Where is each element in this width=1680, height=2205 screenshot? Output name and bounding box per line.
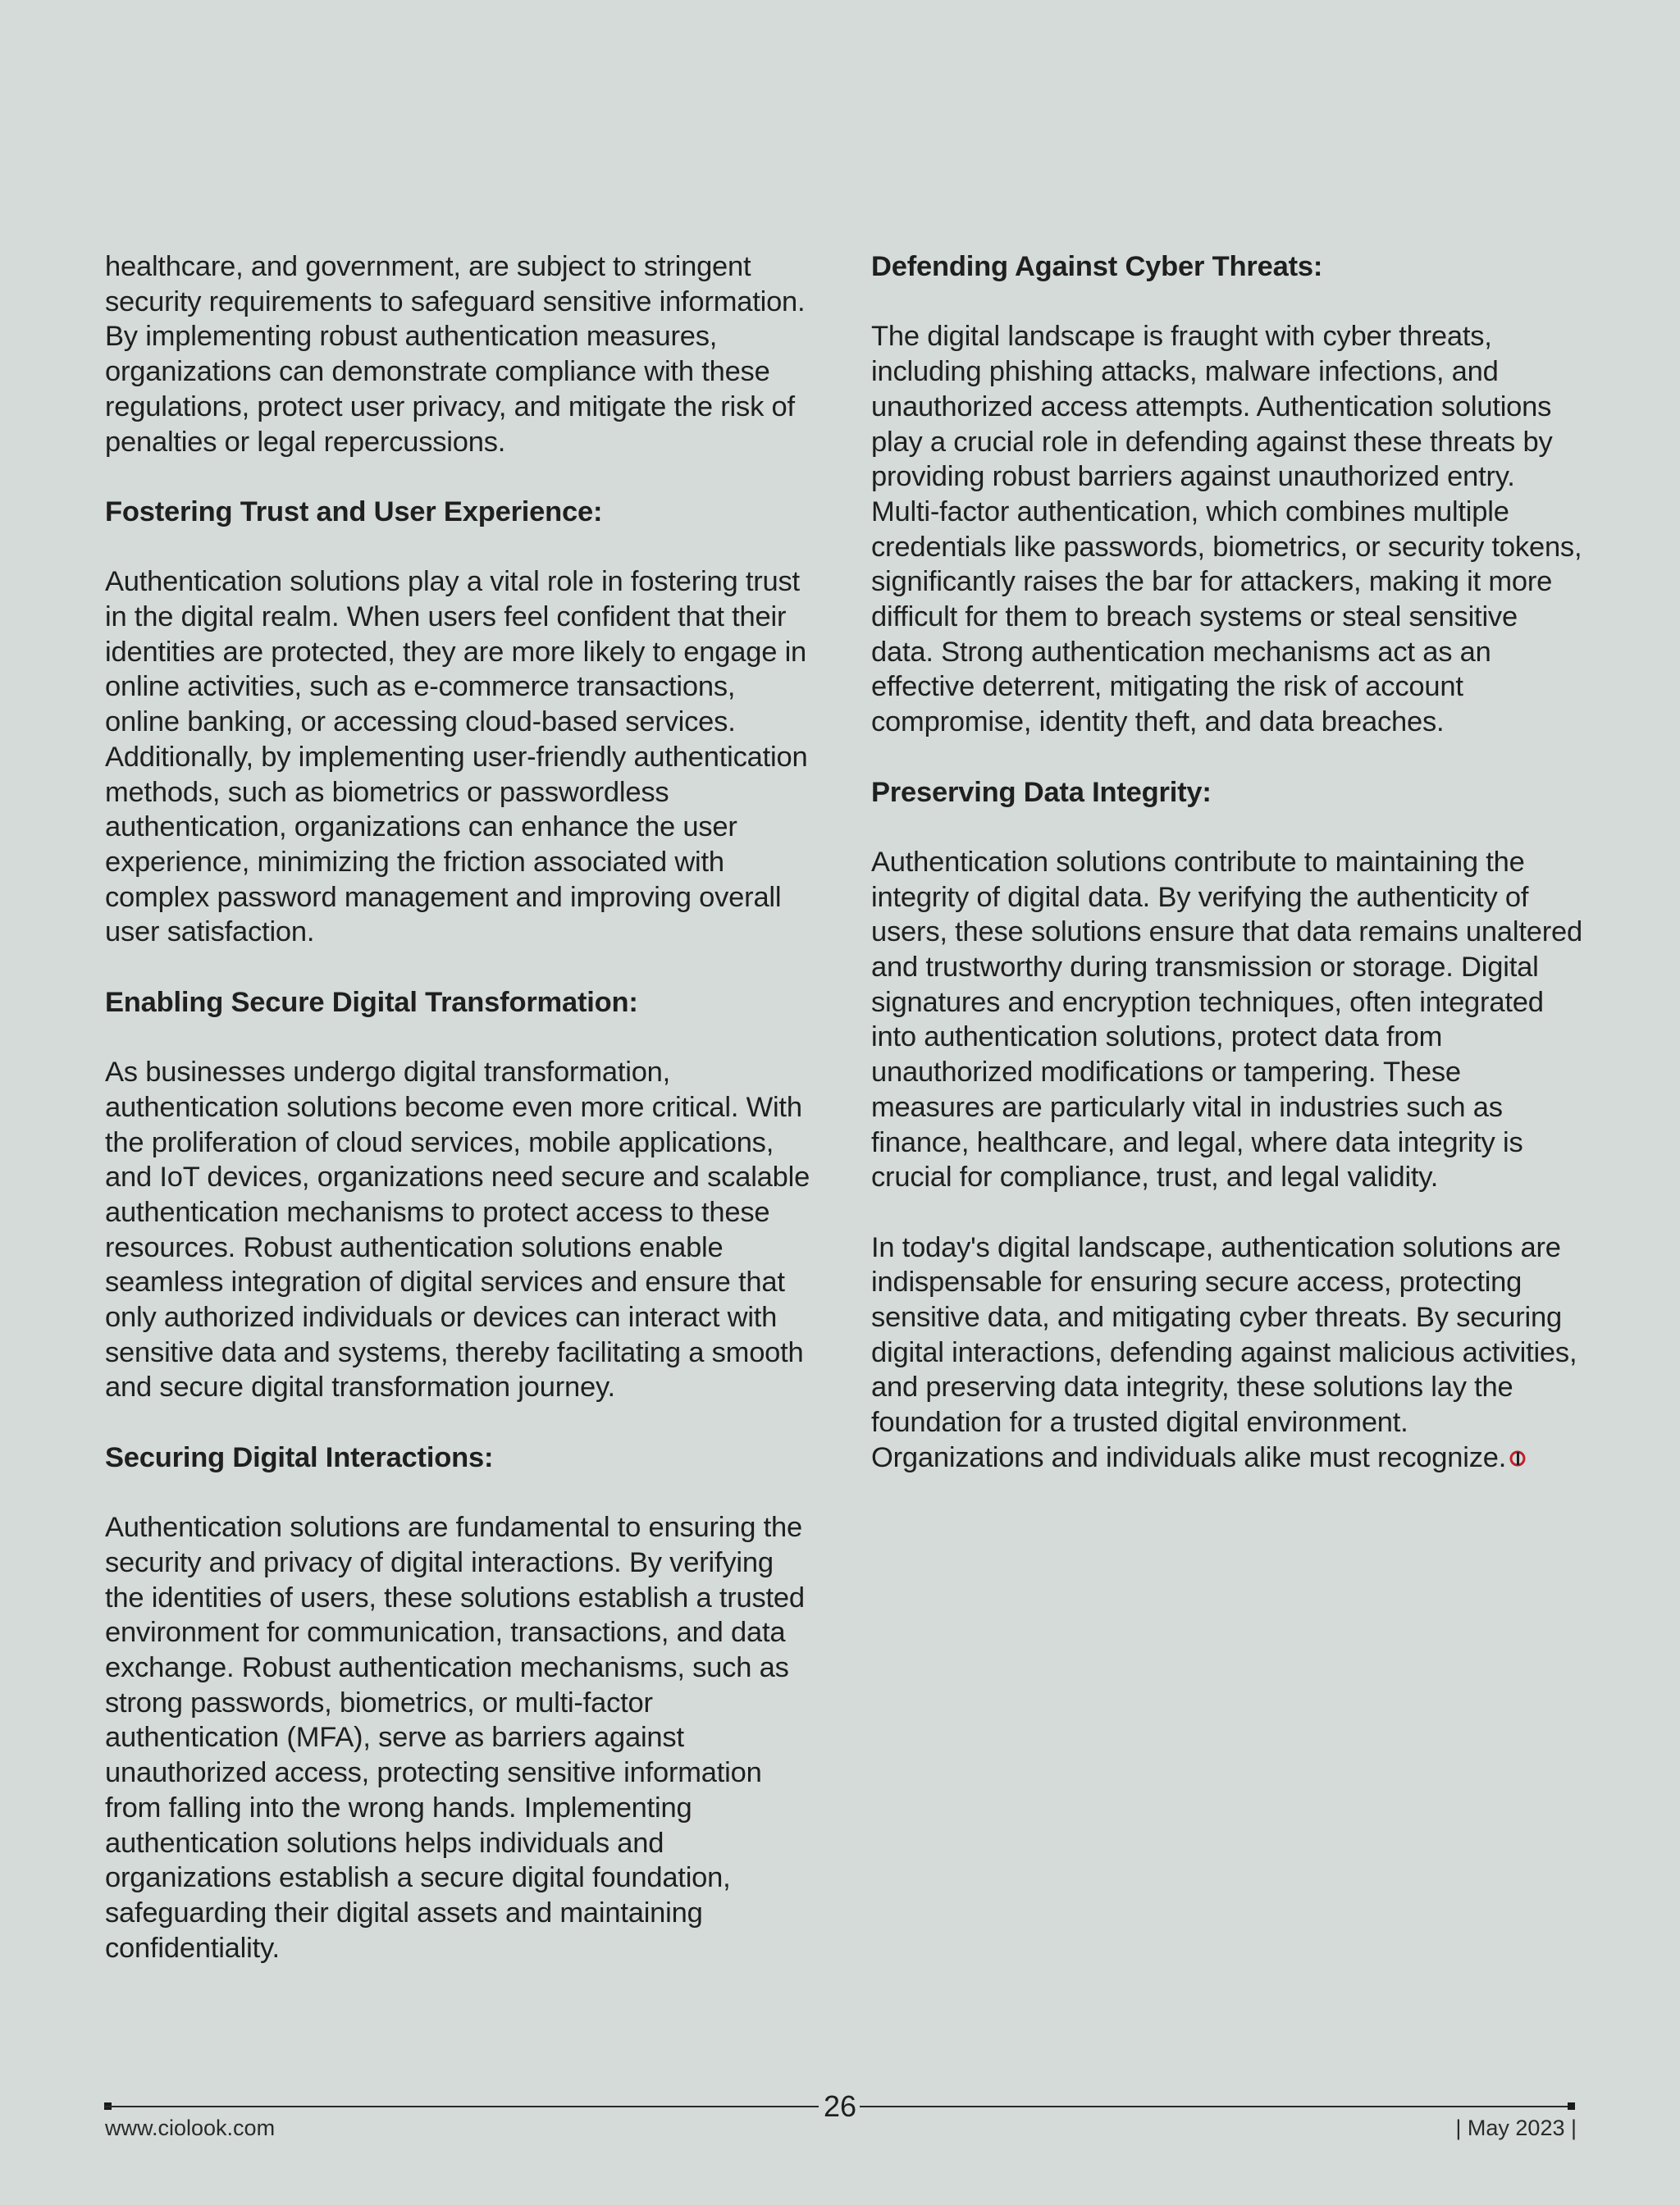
conclusion-paragraph [871, 1230, 1585, 1476]
footer-rule-left [105, 2106, 819, 2107]
footer-rule-right-endpoint [1568, 2102, 1575, 2110]
conclusion-text: In today's digital landscape, authentication solutions are indispensable for ensuring secure access, protecting sensitive data, and mitigating cyber threats. By securing digital interactions, defending against malicious activities, and preserving data integrity, these solutions lay the foundation for a trusted digital environment. Organizations and individuals alike must recognize. [871, 1231, 1577, 1473]
article-right-column [871, 249, 1585, 1510]
section-heading-integrity: Preserving Data Integrity: [871, 776, 1212, 808]
section-heading-transformation: Enabling Secure Digital Transformation: [105, 986, 638, 1018]
section-body-transformation: As businesses undergo digital transformation, authentication solutions become even more critical. With the proliferation of cloud services, mobile applications, and IoT devices, organizations need secure and scalable authentication mechanisms to protect access to these resources. Robust authentication solutions enable seamless integration of digital services and ensure that only authorized individuals or devices can interact with sensitive data and systems, thereby facilitating a smooth and secure digital transformation journey. [105, 1057, 810, 1404]
page-number: 26 [823, 2089, 857, 2123]
section-body-interactions: Authentication solutions are fundamental to ensuring the security and privacy of digital interactions. By verifying the identities of users, these solutions establish a trusted environment for communication, transactions, and data exchange. Robust authentication mechanisms, such as strong passwords, biometrics, or multi-factor authentication (MFA), serve as barriers against unauthorized access, protecting sensitive information from falling into the wrong hands. Implementing authentication solutions helps individuals and organizations establish a secure digital foundation, safeguarding their digital assets and maintaining confidentiality. [105, 1512, 805, 1964]
intro-paragraph: healthcare, and government, are subject to stringent security requirements to safeguard sensitive information. By implementing robust authentication measures, organizations can demonstrate compliance with these regulations, protect user privacy, and mitigate the risk of penalties or legal repercussions. [105, 251, 806, 458]
section-heading-threats: Defending Against Cyber Threats: [871, 251, 1323, 282]
footer-website: www.ciolook.com [105, 2116, 276, 2140]
section-heading-interactions: Securing Digital Interactions: [105, 1441, 494, 1473]
article-left-column [105, 249, 810, 2001]
ciolook-logo-mark-icon [1509, 1449, 1526, 1468]
section-body-integrity: Authentication solutions contribute to maintaining the integrity of digital data. By verifying the authenticity of users, these solutions ensure that data remains unaltered and trustworthy during transmission or storage. Digital signatures and encryption techniques, often integrated into authentication solutions, protect data from unauthorized modifications or tampering. These measures are particularly vital in industries such as finance, healthcare, and legal, where data integrity is crucial for compliance, trust, and legal validity. [871, 846, 1582, 1194]
footer-rule-right [860, 2106, 1572, 2107]
section-body-threats: The digital landscape is fraught with cyber threats, including phishing attacks, malware infections, and unauthorized access attempts. Authentication solutions play a crucial role in defending against these threats by providing robust barriers against unauthorized entry. Multi-factor authentication, which combines multiple credentials like passwords, biometrics, or security tokens, significantly raises the bar for attackers, making it more difficult for them to breach systems or steal sensitive data. Strong authentication mechanisms act as an effective deterrent, mitigating the risk of account compromise, identity theft, and data breaches. [871, 321, 1582, 738]
footer-issue-date: | May 2023 | [1455, 2116, 1577, 2140]
section-body-trust: Authentication solutions play a vital role in fostering trust in the digital realm. When users feel confident that their identities are protected, they are more likely to engage in online activities, such as e-commerce transactions, online banking, or accessing cloud-based services. Additionally, by implementing user-friendly authentication methods, such as biometrics or passwordless authentication, organizations can enhance the user experience, minimizing the friction associated with complex password management and improving overall user satisfaction. [105, 566, 808, 948]
section-heading-trust: Fostering Trust and User Experience: [105, 495, 603, 527]
